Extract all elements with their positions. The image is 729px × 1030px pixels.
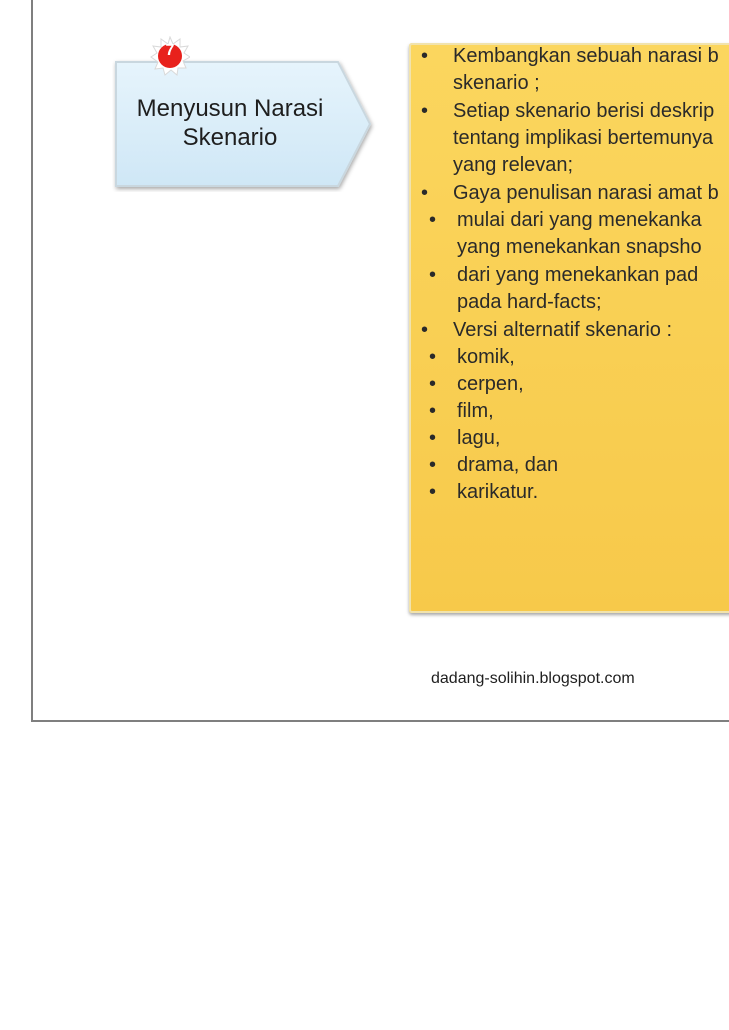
sub-bullet-text: komik, bbox=[457, 346, 515, 368]
sub-bullet-text: karikatur. bbox=[457, 481, 539, 503]
bullet-item bbox=[421, 43, 729, 97]
sub-bullet-item bbox=[429, 371, 729, 398]
bullet-text: Kembangkan sebuah narasi b skenario ; bbox=[453, 45, 719, 94]
bullet-item bbox=[421, 317, 729, 344]
badge-number: 7 bbox=[165, 42, 175, 59]
sub-bullet-item bbox=[429, 262, 729, 316]
sub-bullet-text: lagu, bbox=[457, 427, 501, 449]
footer-source: dadang-solihin.blogspot.com bbox=[431, 670, 635, 687]
bullet-icon: • bbox=[421, 45, 429, 67]
sub-bullet-text: film, bbox=[457, 400, 494, 422]
bullet-icon: • bbox=[429, 346, 437, 368]
step-badge bbox=[150, 36, 190, 76]
bullet-icon: • bbox=[429, 209, 437, 231]
title-line-2: Skenario bbox=[182, 124, 278, 151]
bullet-item bbox=[421, 180, 729, 207]
sub-bullet-item bbox=[429, 344, 729, 371]
sub-bullet-item bbox=[429, 425, 729, 452]
bullet-icon: • bbox=[429, 264, 437, 286]
bullet-icon: • bbox=[421, 182, 429, 204]
sub-bullet-text: drama, dan bbox=[457, 454, 559, 476]
content-box bbox=[409, 43, 729, 613]
sub-bullet-text: mulai dari yang menekanka yang menekankan snapsho bbox=[457, 209, 702, 258]
sub-bullet-item bbox=[429, 398, 729, 425]
bullet-icon: • bbox=[421, 100, 429, 122]
title-line-1: Menyusun Narasi bbox=[136, 95, 324, 122]
bullet-list bbox=[409, 43, 729, 506]
sub-bullet-text: cerpen, bbox=[457, 373, 524, 395]
sub-bullet-item bbox=[429, 479, 729, 506]
bullet-icon: • bbox=[429, 400, 437, 422]
bullet-text: Gaya penulisan narasi amat b bbox=[453, 182, 719, 204]
page-title bbox=[120, 94, 340, 152]
title-box bbox=[112, 58, 378, 192]
bullet-icon: • bbox=[429, 427, 437, 449]
bullet-icon: • bbox=[429, 373, 437, 395]
bullet-icon: • bbox=[421, 319, 429, 341]
bullet-text: Setiap skenario berisi deskrip tentang implikasi bertemunya yang relevan; bbox=[453, 100, 715, 176]
sub-bullet-item bbox=[429, 452, 729, 479]
sub-bullet-item bbox=[429, 207, 729, 261]
bullet-item bbox=[421, 98, 729, 179]
sub-bullet-text: dari yang menekankan pad pada hard-facts; bbox=[457, 264, 699, 313]
bullet-icon: • bbox=[429, 481, 437, 503]
slide bbox=[31, 0, 729, 722]
bullet-icon: • bbox=[429, 454, 437, 476]
bullet-text: Versi alternatif skenario : bbox=[453, 319, 672, 341]
